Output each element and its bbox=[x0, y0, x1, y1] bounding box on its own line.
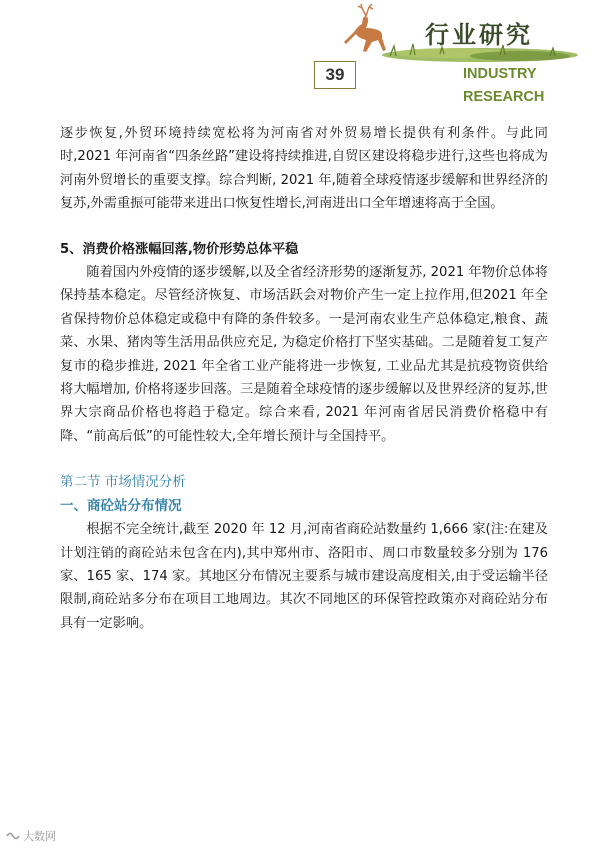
intro-paragraph: 逐步恢复,外贸环境持续宽松将为河南省对外贸易增长提供有利条件。与此同时,2021 年河南省“四条丝路”建设将持续推进,自贸区建设将稳步进行,这些也将成为河南外贸增长的重要支撑。综合判断, 2021 年,随着全球疫情逐步缓解和世界经济的复苏,外需重振可能带来进出口恢复性增长,河南进出口全年增速将高于全国。 bbox=[60, 126, 548, 212]
deer-icon bbox=[336, 4, 392, 60]
header-english-line2: RESEARCH bbox=[463, 89, 545, 105]
section-title: 第二节 市场情况分析 bbox=[60, 474, 186, 491]
section-subtitle: 一、商砼站分布情况 bbox=[60, 497, 182, 514]
watermark bbox=[6, 828, 56, 844]
heading-consumer-prices: 5、消费价格涨幅回落,物价形势总体平稳 bbox=[60, 241, 299, 257]
prices-paragraph: 随着国内外疫情的逐步缓解,以及全省经济形势的逐渐复苏, 2021 年物价总体将保持基本稳定。尽管经济恢复、市场活跃会对物价产生一定上拉作用,但2021 年全省保持物价总体稳定或稳中有降的条件较多。一是河南农业生产总体稳定,粮食、蔬菜、水果、猪肉等生活用品供应充足, 为稳定价格打下坚实基础。二是随着复工复产复市的稳步推进, 2021 年全省工业产能将进一步恢复, 工业品尤其是抗疫物资供给将大幅增加, 价格将逐步回落。三是随着全球疫情的逐步缓解以及世界经济的复苏,世界大宗商品价格也将趋于稳定。综合来看, 2021 年河南省居民消费价格稳中有降、“前高后低”的可能性较大,全年增长预计与全国持平。 bbox=[60, 265, 548, 444]
watermark-logo-icon bbox=[6, 830, 20, 842]
header-english bbox=[463, 63, 593, 109]
header-title: 行业研究 bbox=[425, 21, 533, 49]
document-body bbox=[60, 122, 548, 635]
page-number: 39 bbox=[314, 61, 356, 89]
header-english-line1: INDUSTRY bbox=[463, 66, 537, 82]
page-header bbox=[0, 0, 600, 115]
watermark-text: 大数网 bbox=[23, 830, 56, 843]
section-paragraph: 根据不完全统计,截至 2020 年 12 月,河南省商砼站数量约 1,666 家(注:在建及计划注销的商砼站未包含在内),其中郑州市、洛阳市、周口市数量较多分别为 176 家、165 家、174 家。其地区分布情况主要系与城市建设高度相关,由于受运输半径限制,商砼站多分布在项目工地周边。其次不同地区的环保管控政策亦对商砼站分布具有一定影响。 bbox=[60, 522, 548, 631]
